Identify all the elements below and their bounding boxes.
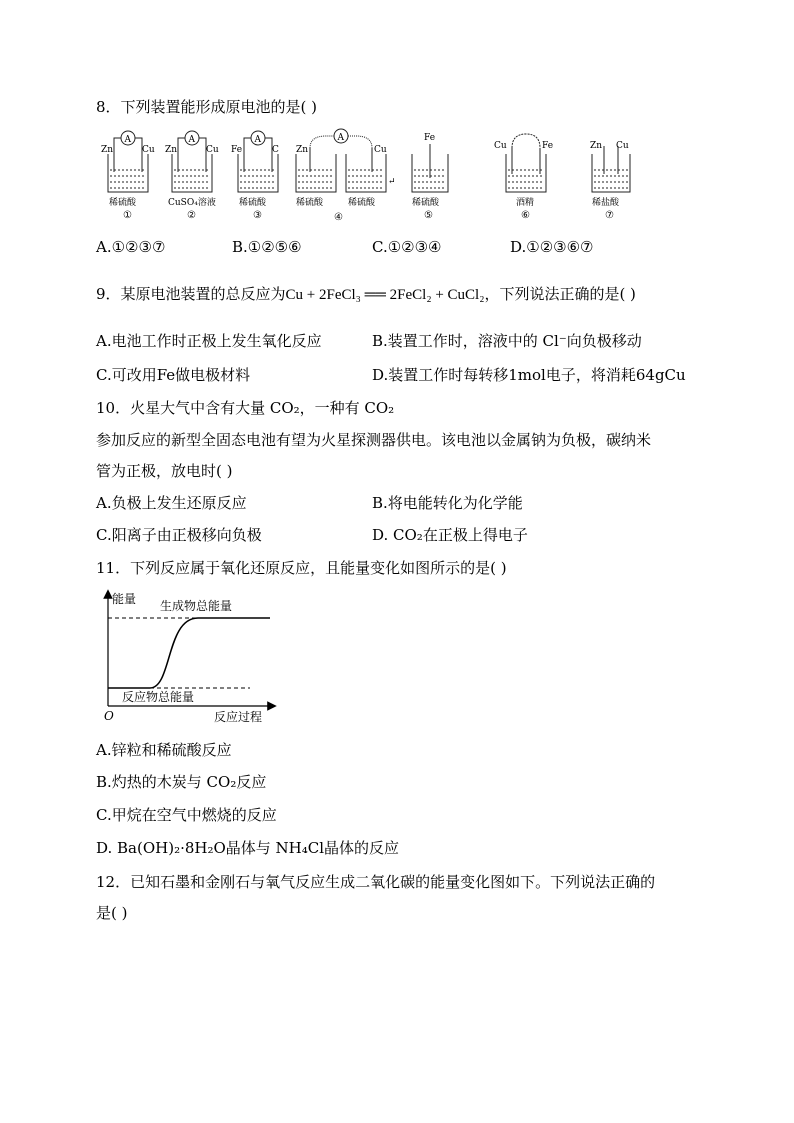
q10-option-a[interactable]: A.负极上发生还原反应	[96, 494, 247, 512]
d3-right: C	[272, 145, 279, 155]
q9-option-c[interactable]: C.可改用Fe做电极材料	[96, 366, 251, 384]
q11-energy-diagram	[100, 588, 280, 728]
d7-right: Cu	[616, 141, 629, 151]
d2-meter: A	[188, 135, 195, 145]
q8-option-b[interactable]: B.①②⑤⑥	[232, 238, 302, 256]
device-2	[165, 131, 219, 221]
q9-stem-post: ，下列说法正确的是( )	[484, 285, 636, 303]
d1-num: ①	[123, 210, 132, 221]
q8-stem: 8．下列装置能形成原电池的是( )	[96, 98, 318, 116]
d3-left: Fe	[231, 145, 243, 155]
q10-stem-line1: 10．火星大气中含有大量 CO₂，一种有 CO₂	[96, 399, 395, 417]
device-3	[231, 131, 279, 221]
q10-stem-line2: 参加反应的新型全固态电池有望为火星探测器供电。该电池以金属钠为负极，碳纳米	[96, 431, 652, 449]
d5-liquid: 稀硫酸	[412, 198, 440, 208]
device-1	[101, 131, 155, 221]
q8-option-a[interactable]: A.①②③⑦	[96, 238, 166, 256]
q8-option-c[interactable]: C.①②③④	[372, 238, 442, 256]
device-6	[494, 134, 553, 221]
q10-stem-line3: 管为正极，放电时( )	[96, 462, 233, 480]
q10-option-d[interactable]: D. CO₂在正极上得电子	[372, 526, 528, 544]
q9-stem	[96, 284, 636, 305]
d5-top: Fe	[424, 133, 436, 143]
upper-label: 生成物总能量	[160, 599, 233, 613]
q12-stem-line1: 12．已知石墨和金刚石与氧气反应生成二氧化碳的能量变化图如下。下列说法正确的	[96, 873, 656, 891]
d4-meter: A	[337, 133, 344, 143]
d1-right: Cu	[142, 145, 155, 155]
d3-meter: A	[254, 135, 261, 145]
q10-option-b[interactable]: B.将电能转化为化学能	[372, 494, 523, 512]
d1-left: Zn	[101, 145, 114, 155]
d1-liquid: 稀硫酸	[109, 198, 137, 208]
x-axis-label: 反应过程	[214, 710, 263, 724]
q9-option-a[interactable]: A.电池工作时正极上发生氧化反应	[96, 332, 322, 350]
q10-option-c[interactable]: C.阳离子由正极移向负极	[96, 526, 262, 544]
d7-num: ⑦	[605, 210, 614, 221]
device-5	[412, 133, 448, 221]
device-7	[590, 141, 630, 221]
d6-left: Cu	[494, 141, 507, 151]
q8-apparatus-figure	[96, 126, 656, 226]
d3-liquid: 稀硫酸	[239, 198, 267, 208]
d6-liquid: 酒精	[516, 198, 535, 208]
d7-left: Zn	[590, 141, 603, 151]
d4-left: Zn	[296, 145, 309, 155]
q8-option-d[interactable]: D.①②③⑥⑦	[510, 238, 594, 256]
d3-num: ③	[253, 210, 262, 221]
q9-equation: Cu + 2FeCl₃ ══ 2FeCl₂ + CuCl₂	[285, 287, 485, 303]
d4-num: ④	[334, 212, 343, 223]
d2-num: ②	[187, 210, 196, 221]
return-mark: ↵	[388, 177, 396, 187]
q11-option-d[interactable]: D. Ba(OH)₂·8H₂O晶体与 NH₄Cl晶体的反应	[96, 839, 400, 857]
d2-right: Cu	[206, 145, 219, 155]
q9-option-d[interactable]: D.装置工作时每转移1mol电子，将消耗64gCu	[372, 366, 686, 384]
q11-option-a[interactable]: A.锌粒和稀硫酸反应	[96, 741, 232, 759]
origin-label: O	[104, 709, 114, 723]
q12-stem-line2: 是( )	[96, 904, 128, 922]
d6-right: Fe	[542, 141, 554, 151]
d4-liquid-left: 稀硫酸	[296, 198, 324, 208]
device-4	[296, 129, 396, 223]
d4-right: Cu	[374, 145, 387, 155]
d2-left: Zn	[165, 145, 178, 155]
y-axis-label: 能量	[112, 592, 137, 606]
d4-liquid-right: 稀硫酸	[348, 198, 376, 208]
d7-liquid: 稀盐酸	[592, 198, 620, 208]
energy-curve	[108, 618, 270, 688]
d1-meter: A	[124, 135, 131, 145]
q11-option-b[interactable]: B.灼热的木炭与 CO₂反应	[96, 773, 267, 791]
q11-stem: 11．下列反应属于氧化还原反应，且能量变化如图所示的是( )	[96, 559, 507, 577]
q9-option-b[interactable]: B.装置工作时，溶液中的 Cl⁻向负极移动	[372, 332, 642, 350]
q9-stem-pre: 9．某原电池装置的总反应为	[96, 285, 286, 303]
q11-option-c[interactable]: C.甲烷在空气中燃烧的反应	[96, 806, 277, 824]
d6-num: ⑥	[521, 210, 530, 221]
d5-num: ⑤	[424, 210, 433, 221]
d2-liquid: CuSO₄溶液	[168, 198, 216, 208]
lower-label: 反应物总能量	[122, 690, 195, 704]
